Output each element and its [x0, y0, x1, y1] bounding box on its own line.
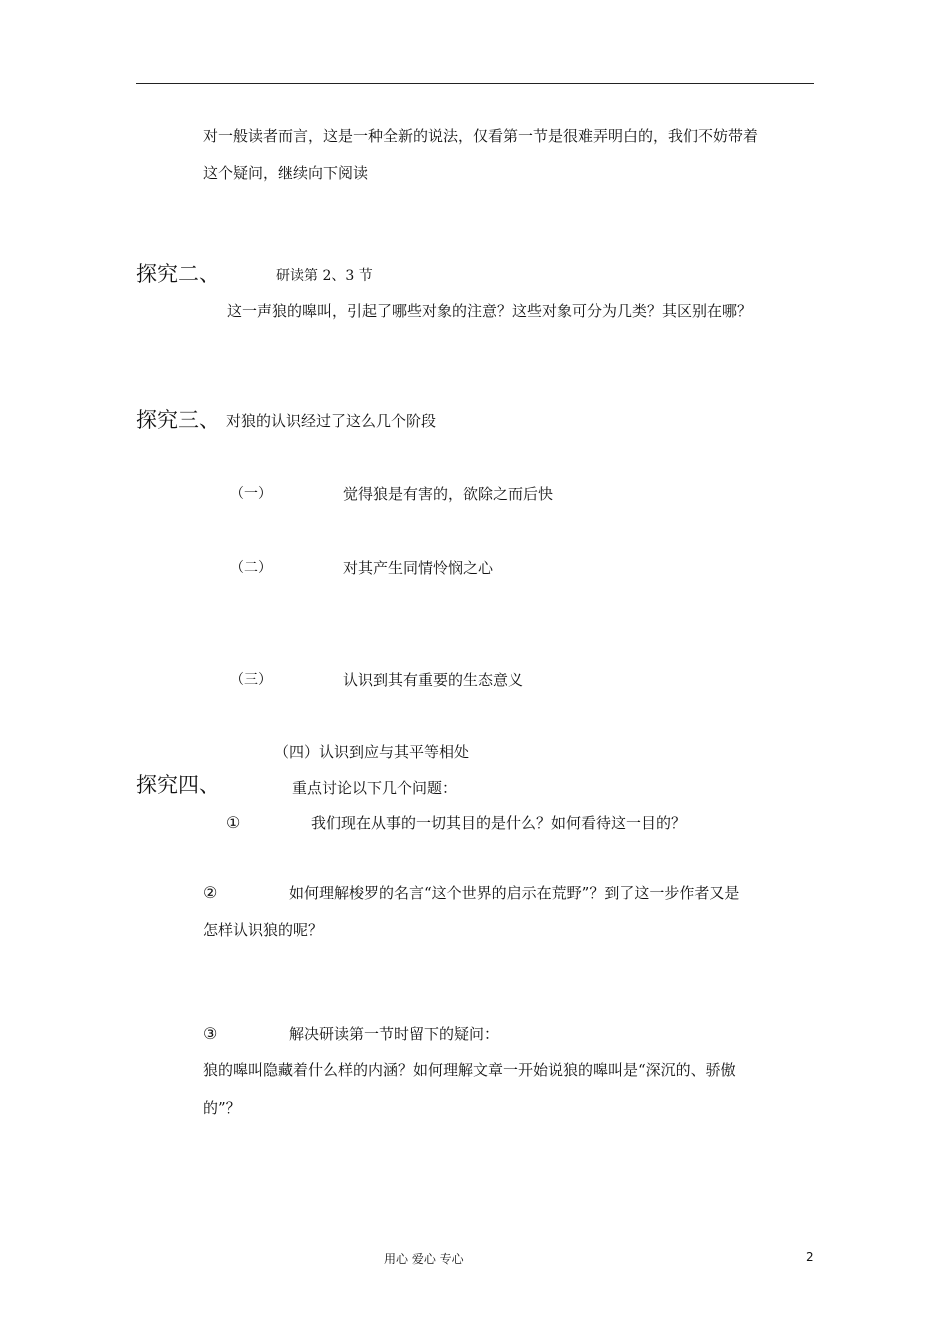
question-3-title: 解决研读第一节时留下的疑问： [289, 1025, 500, 1043]
question-1-text: 我们现在从事的一切其目的是什么？如何看待这一目的？ [311, 814, 687, 832]
stage-4-text: （四）认识到应与其平等相处 [274, 743, 470, 761]
section3-title: 对狼的认识经过了这么几个阶段 [226, 412, 437, 430]
question-3-marker: ③ [203, 1024, 218, 1043]
stage-3-text: 认识到其有重要的生态意义 [343, 671, 524, 689]
page-number: 2 [806, 1250, 814, 1264]
stage-1-text: 觉得狼是有害的，欲除之而后快 [343, 485, 554, 503]
intro-line-1: 对一般读者而言，这是一种全新的说法，仅看第一节是很难弄明白的，我们不妨带着 [203, 127, 759, 145]
question-2-line-2: 怎样认识狼的呢？ [203, 921, 324, 939]
stage-2-number: （二） [230, 560, 272, 576]
header-rule [136, 83, 814, 84]
question-3-line-1: 狼的嗥叫隐藏着什么样的内涵？如何理解文章一开始说狼的嗥叫是“深沉的、骄傲 [203, 1061, 736, 1079]
intro-line-2: 这个疑问，继续向下阅读 [203, 164, 369, 182]
question-1-marker: ① [226, 813, 241, 832]
section2-question: 这一声狼的嗥叫，引起了哪些对象的注意？这些对象可分为几类？其区别在哪？ [227, 302, 753, 320]
stage-1-number: （一） [230, 486, 272, 502]
section4-heading: 探究四、 [136, 773, 220, 797]
stage-3-number: （三） [230, 672, 272, 688]
question-2-marker: ② [203, 883, 218, 902]
footer-motto: 用心 爱心 专心 [384, 1252, 464, 1266]
question-3-line-2: 的”？ [203, 1099, 241, 1117]
section2-title: 研读第 2、3 节 [276, 268, 373, 284]
question-2-line-1: 如何理解梭罗的名言“这个世界的启示在荒野”？到了这一步作者又是 [289, 884, 740, 902]
section3-heading: 探究三、 [136, 408, 220, 432]
stage-2-text: 对其产生同情怜悯之心 [343, 559, 494, 577]
section2-heading: 探究二、 [136, 262, 220, 286]
section4-title: 重点讨论以下几个问题： [292, 779, 458, 797]
